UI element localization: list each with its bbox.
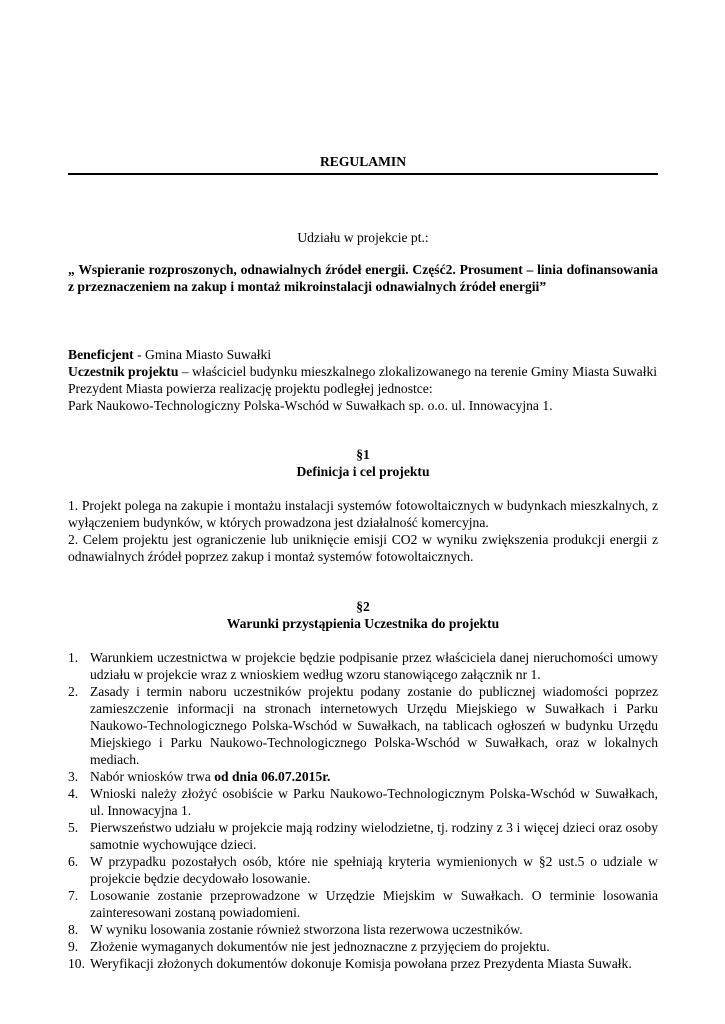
list-item [68,921,658,938]
section2-heading: Warunki przystąpienia Uczestnika do projektu [226,616,500,631]
list-item [68,649,658,683]
list-item-text: Nabór wniosków trwa [90,769,215,784]
list-item-number: 3. [68,769,79,784]
list-item-text: Złożenie wymaganych dokumentów nie jest jednoznaczne z przyjęciem do projektu. [90,939,550,954]
section1-header [68,446,658,480]
beneficiary-line [68,346,658,363]
project-name: „ Wspieranie rozproszonych, odnawialnych źródeł energii. Część2. Prosument – linia dofinansowania z przeznaczeniem na zakup i montaż mikroinstalacji odnawialnych źródeł energii” [68,262,658,294]
list-item-text: Warunkiem uczestnictwa w projekcie będzie podpisanie przez właściciela danej nieruchomości umowy udziału w projekcie wraz z wnioskiem według wzoru stanowiącego załącznik nr 1. [90,650,658,682]
list-item-number: 8. [68,922,79,937]
list-item-text: W przypadku pozostałych osób, które nie spełniają kryteria wymienionych w §2 ust.5 o udziale w projekcie będzie decydowało losowanie. [90,854,658,886]
list-item-number: 9. [68,939,79,954]
list-item-number: 7. [68,888,79,903]
list-item-number: 2. [68,684,79,699]
list-item [68,785,658,819]
section1-paragraph: 2. Celem projektu jest ograniczenie lub uniknięcie emisji CO2 w wyniku zwiększenia produkcji energii z odnawialnych źródeł poprzez zakup i montaż systemów fotowoltaicznych. [68,532,658,564]
list-item-number: 1. [68,650,79,665]
beneficiary-text: - Gmina Miasto Suwałki [133,347,272,362]
project-info [68,346,658,414]
list-item-number: 6. [68,854,79,869]
section2-number: §2 [356,599,370,614]
beneficiary-label: Beneficjent [68,347,134,362]
document-subtitle: Udziału w projekcie pt.: [297,230,429,245]
list-item-text: Zasady i termin naboru uczestników projektu podany zostanie do publicznej wiadomości poprzez zamieszczenie informacji na stronach internetowych Urzędu Miejskiego w Suwałkach i Parku Naukowo-Technologicznego Polska-Wschód w Suwałkach, na tablicach ogłoszeń w budynku Urzędu Miejskiego i Parku Naukowo-Technologicznego Polska-Wschód w Suwałkach, oraz w lokalnych mediach. [90,684,658,767]
participant-line [68,363,658,380]
participant-label: Uczestnik projektu [68,364,179,379]
list-item-number: 4. [68,786,79,801]
list-item [68,887,658,921]
document-title: REGULAMIN [319,154,407,169]
list-item-number: 10. [68,956,85,971]
section1-paragraph: 1. Projekt polega na zakupie i montażu instalacji systemów fotowoltaicznych w budynkach mieszkalnych, z wyłączeniem budynków, w których prowadzona jest działalność komercyjna. [68,498,658,530]
list-item [68,819,658,853]
section1-body [68,497,658,565]
section1-heading: Definicja i cel projektu [296,464,430,479]
list-item [68,768,658,785]
list-item-text: W wyniku losowania zostanie również stworzona lista rezerwowa uczestników. [90,922,523,937]
list-item [68,683,658,768]
entrust-line: Prezydent Miasta powierza realizację projektu podległej jednostce: [68,381,433,396]
title-underline [68,173,658,175]
list-item-text: Losowanie zostanie przeprowadzone w Urzędzie Miejskim w Suwałkach. O terminie losowania zainteresowani zostaną powiadomieni. [90,888,658,920]
section2-list [68,649,658,972]
participant-text: – właściciel budynku mieszkalnego zlokalizowanego na terenie Gminy Miasta Suwałki [178,364,658,379]
park-line: Park Naukowo-Technologiczny Polska-Wschód w Suwałkach sp. o.o. ul. Innowacyjna 1. [68,398,553,413]
section1-number: §1 [356,447,370,462]
list-item-bold-date: od dnia 06.07.2015r. [214,769,331,784]
list-item-text: Pierwszeństwo udziału w projekcie mają rodziny wielodzietne, tj. rodziny z 3 i więcej dzieci oraz osoby samotnie wychowujące dzieci. [90,820,658,852]
list-item [68,938,658,955]
section2-header [68,598,658,632]
list-item [68,955,658,972]
list-item-number: 5. [68,820,79,835]
list-item [68,853,658,887]
list-item-text: Weryfikacji złożonych dokumentów dokonuje Komisja powołana przez Prezydenta Miasta Suwałk. [90,956,632,971]
list-item-text: Wnioski należy złożyć osobiście w Parku Naukowo-Technologicznym Polska-Wschód w Suwałkach, ul. Innowacyjna 1. [90,786,658,818]
